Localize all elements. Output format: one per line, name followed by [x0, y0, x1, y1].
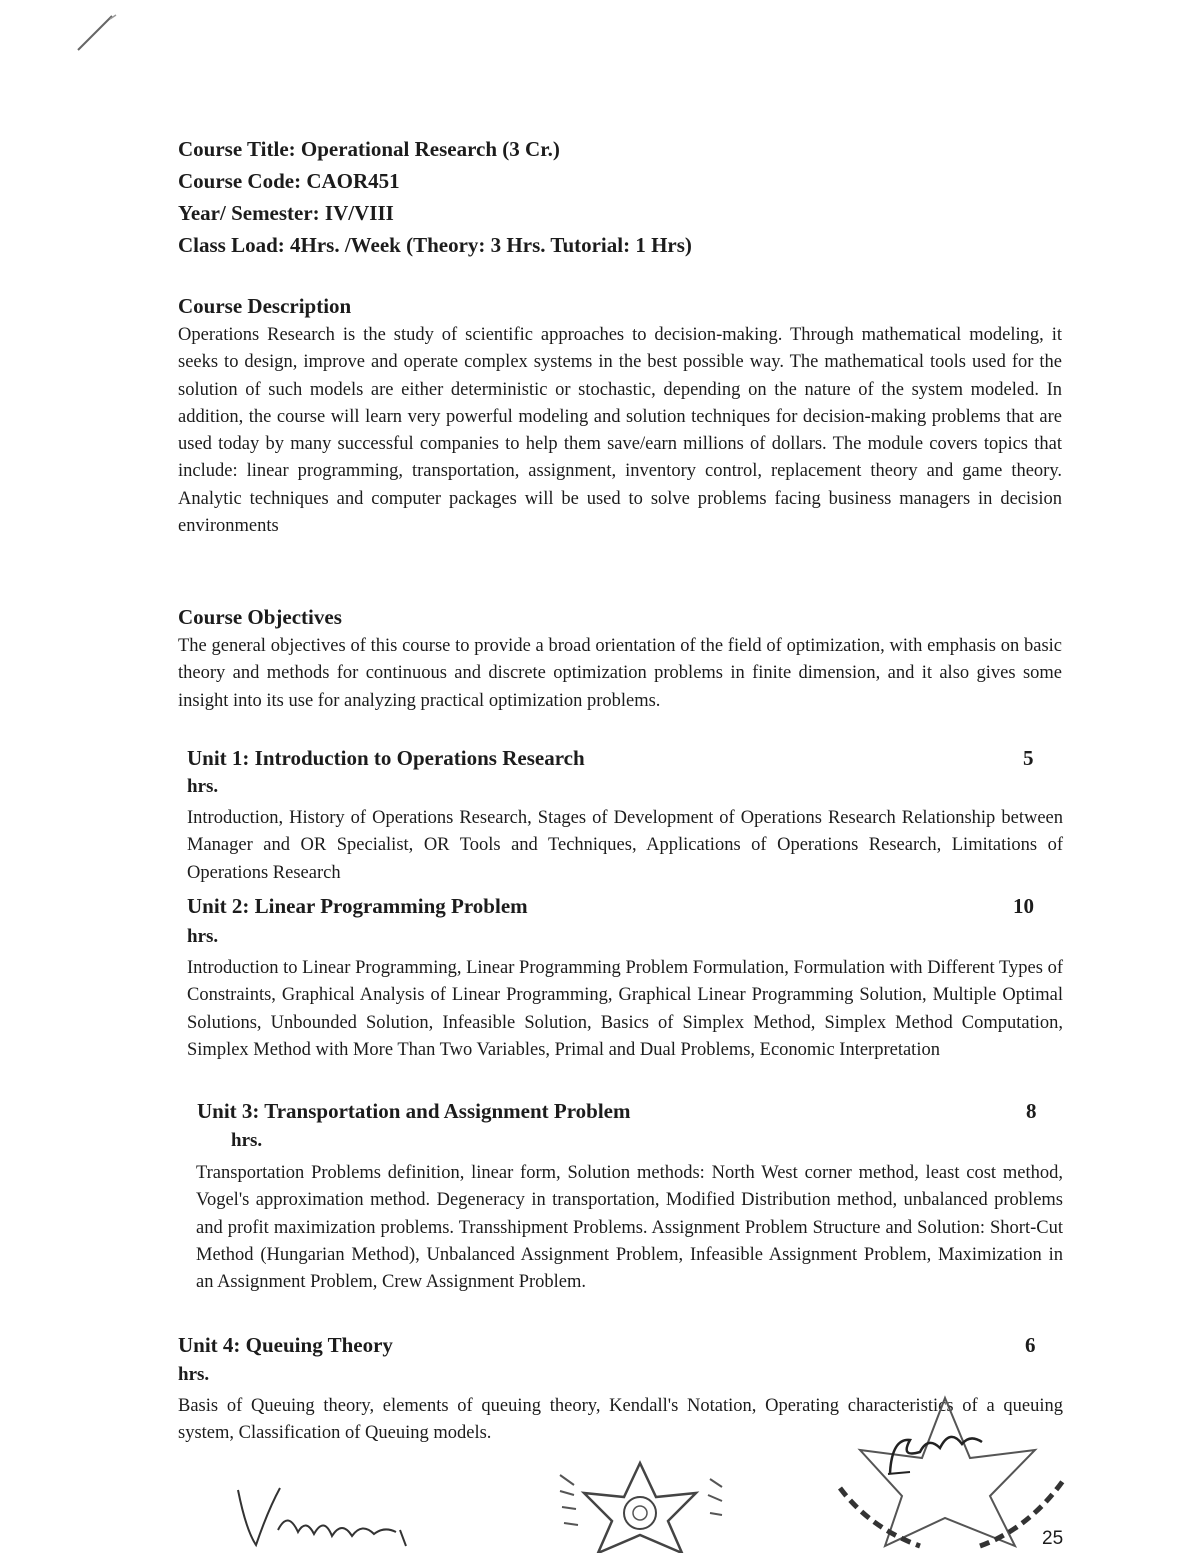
course-description-heading: Course Description [178, 294, 352, 318]
unit-2-title: Unit 2: Linear Programming Problem [187, 894, 528, 918]
unit-2-hrs-label: hrs. [187, 926, 219, 947]
unit-1-header [187, 746, 1037, 774]
unit-2-hours: 10 [1013, 894, 1034, 918]
unit-2-header [187, 894, 1037, 922]
unit-3-hrs-label: hrs. [231, 1130, 263, 1151]
course-objectives-heading: Course Objectives [178, 605, 342, 629]
unit-4-hours: 6 [1025, 1333, 1036, 1357]
handwritten-signature [228, 1470, 428, 1553]
unit-3-hours: 8 [1026, 1099, 1037, 1123]
unit-3-title: Unit 3: Transportation and Assignment Problem [197, 1099, 631, 1123]
pen-stroke-mark [70, 10, 120, 55]
class-load: Class Load: 4Hrs. /Week (Theory: 3 Hrs. Tutorial: 1 Hrs) [178, 233, 692, 257]
official-seal-stamp [550, 1455, 730, 1553]
unit-4-title: Unit 4: Queuing Theory [178, 1333, 393, 1357]
unit-4-header [178, 1333, 1038, 1361]
page-number: 25 [1042, 1528, 1064, 1549]
course-description-text: Operations Research is the study of scientific approaches to decision-making. Through mathematical modeling, it seeks to design, improve and operate complex systems in the best possible way. The mathematical tools used for the solution of such models are either deterministic or stochastic, depending on the nature of the system modeled. In addition, the course will learn very powerful modeling and solution techniques for decision-making problems that are used today by many successful companies to help them save/earn millions of dollars. The module covers topics that include: linear programming, transportation, assignment, inventory control, replacement theory and game theory. Analytic techniques and computer packages will be used to solve problems facing business managers in decision environments [178, 325, 1062, 537]
unit-2-content: Introduction to Linear Programming, Linear Programming Problem Formulation, Formulation with Different Types of Constraints, Graphical Analysis of Linear Programming, Graphical Linear Programming Solution, Multiple Optimal Solutions, Unbounded Solution, Infeasible Solution, Basics of Simplex Method, Simplex Method Computation, Simplex Method with More Than Two Variables, Primal and Dual Problems, Economic Interpretation [187, 958, 1063, 1060]
unit-1-hours: 5 [1023, 746, 1034, 770]
unit-4-hrs-label: hrs. [178, 1364, 210, 1385]
unit-1-hrs-label: hrs. [187, 776, 219, 797]
unit-3-content: Transportation Problems definition, linear form, Solution methods: North West corner method, least cost method, Vogel's approximation method. Degeneracy in transportation, Modified Distribution method, unbalanced problems and profit maximization problems. Transshipment Problems. Assignment Problem Structure and Solution: Short-Cut Method (Hungarian Method), Unbalanced Assignment Problem, Infeasible Assignment Problem, Maximization in an Assignment Problem, Crew Assignment Problem. [196, 1163, 1063, 1293]
year-semester: Year/ Semester: IV/VIII [178, 201, 394, 225]
office-seal-with-signature [830, 1378, 1080, 1553]
unit-1-title: Unit 1: Introduction to Operations Research [187, 746, 585, 770]
unit-4-content: Basis of Queuing theory, elements of queuing theory, Kendall's Notation, Operating characteristics of a queuing system, Classification of Queuing models. [178, 1396, 1063, 1444]
course-code: Course Code: CAOR451 [178, 169, 400, 193]
course-title: Course Title: Operational Research (3 Cr.) [178, 137, 560, 161]
course-objectives-text: The general objectives of this course to provide a broad orientation of the field of optimization, with emphasis on basic theory and methods for continuous and discrete optimization problems in finite dimension, and it also gives some insight into its use for analyzing practical optimization problems. [178, 636, 1062, 711]
unit-3-header [197, 1099, 1037, 1127]
unit-1-content: Introduction, History of Operations Research, Stages of Development of Operations Research Relationship between Manager and OR Specialist, OR Tools and Techniques, Applications of Operations Research, Limitations of Operations Research [187, 808, 1063, 883]
